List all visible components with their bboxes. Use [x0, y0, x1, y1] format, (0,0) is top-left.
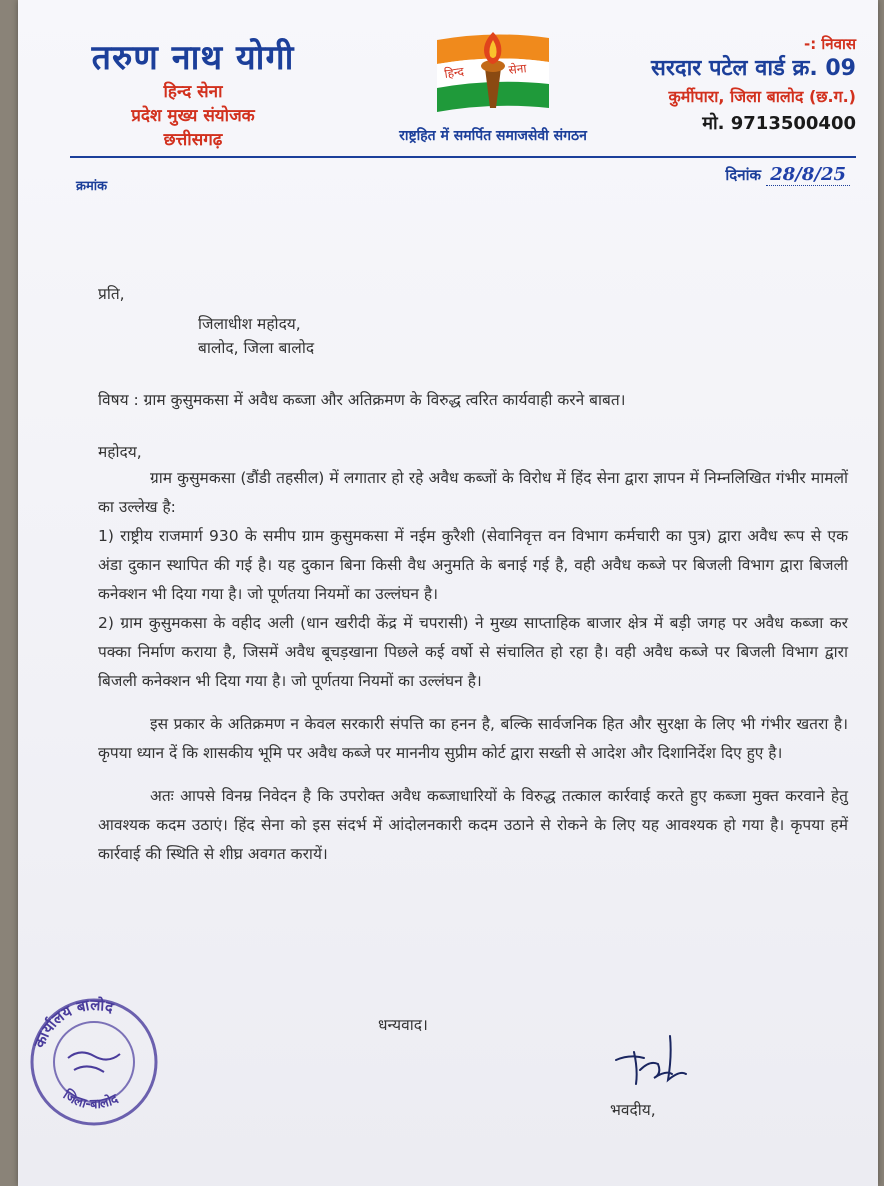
svg-text:जिला-बालोद: जिला-बालोद: [59, 1087, 121, 1113]
point-1-paragraph: 1) राष्ट्रीय राजमार्ग 930 के समीप ग्राम कुसुमकसा में नईम कुरैशी (सेवानिवृत्त वन विभाग कर्मचारी का पुत्र) द्वारा अवैध रूप से एक अंडा दुकान स्थापित की गई है। यह दुकान बिना किसी वैध अनुमति के बनाई गई है, वही अवैध कब्जे पर बिजली विभाग द्वारा बिजली कनेक्शन भी दिया गया है। जो पूर्णतया नियमों का उल्लंघन है।: [98, 527, 848, 603]
letterhead-divider: [70, 156, 856, 158]
sender-role: प्रदेश मुख्य संयोजक: [131, 106, 255, 126]
intro-paragraph: ग्राम कुसुमकसा (डौंडी तहसील) में लगातार हो रहे अवैध कब्जों के विरोध में हिंद सेना द्वारा ज्ञापन में निम्नलिखित गंभीर मामलों का उल्लेख है:: [98, 469, 848, 516]
date-label: दिनांक: [725, 166, 761, 184]
recipient-line-2: बालोद, जिला बालोद: [198, 339, 315, 357]
signature-icon: [610, 1030, 700, 1090]
reference-number-label: क्रमांक: [76, 179, 108, 194]
address-line-2: कुर्मीपारा, जिला बालोद (छ.ग.): [668, 87, 856, 106]
mobile-number: मो. 9713500400: [702, 113, 856, 134]
residence-label: -: निवास: [803, 35, 856, 53]
letterhead-center: [378, 28, 608, 145]
address-line-1: सरदार पटेल वार्ड क्र. 09: [651, 56, 856, 81]
svg-text:सेना: सेना: [507, 61, 528, 77]
flag-torch-icon: [433, 28, 553, 112]
paragraph-3: इस प्रकार के अतिक्रमण न केवल सरकारी संपत्ति का हनन है, बल्कि सार्वजनिक हित और सुरक्षा के लिए भी गंभीर खतरा है। कृपया ध्यान दें कि शासकीय भूमि पर अवैध कब्जे पर माननीय सुप्रीम कोर्ट द्वारा सख्ती से आदेश और दिशानिर्देश दिए हुए है।: [98, 715, 848, 762]
date-value: 28/8/25: [766, 164, 850, 186]
recipient-line-1: जिलाधीश महोदय,: [198, 315, 301, 333]
sender-name: तरुण नाथ योगी: [91, 38, 295, 78]
svg-text:हिन्द: हिन्द: [443, 64, 465, 81]
sender-state: छत्तीसगढ़: [163, 130, 223, 150]
svg-text:कार्यालय बालोद: कार्यालय बालोद: [30, 995, 116, 1051]
organization-tagline: राष्ट्रहित में समर्पित समाजसेवी संगठन: [399, 128, 587, 144]
thanks-text: धन्यवाद।: [378, 1016, 428, 1034]
letterhead-left: [78, 36, 308, 152]
salutation: महोदय,: [98, 443, 142, 461]
office-stamp: [24, 992, 164, 1136]
organization-name: हिन्द सेना: [163, 82, 223, 102]
signature: [610, 1030, 700, 1094]
stamp-seal-icon: [24, 992, 164, 1132]
letter-body: [98, 282, 848, 869]
letterhead-right: [651, 34, 856, 138]
paragraph-4: अतः आपसे विनम्र निवेदन है कि उपरोक्त अवैध कब्जाधारियों के विरुद्ध तत्काल कार्रवाई करते हुए कब्जा मुक्त करवाने हेतु आवश्यक कदम उठाएं। हिंद सेना को इस संदर्भ में आंदोलनकारी कदम उठाने से रोकने के लिए यह आवश्यक हो गया है। कृपया हमें कार्रवाई की स्थिति से शीघ्र अवगत करायें।: [98, 787, 848, 863]
letter-subject: विषय : ग्राम कुसुमकसा में अवैध कब्जा और अतिक्रमण के विरुद्ध त्वरित कार्यवाही करने बाबत।: [98, 391, 626, 409]
date-field: [725, 164, 850, 185]
organization-logo: [433, 28, 553, 112]
closing-text: भवदीय,: [610, 1101, 656, 1119]
to-label: प्रति,: [98, 285, 125, 303]
point-2-paragraph: 2) ग्राम कुसुमकसा के वहीद अली (धान खरीदी केंद्र में चपरासी) ने मुख्य साप्ताहिक बाजार क्षेत्र में बड़ी जगह पर अवैध कब्जा कर पक्का निर्माण कराया है, जिसमें अवैध बूचड़खाना पिछले कई वर्षो से संचालित हो रहा है। वही अवैध कब्जे पर बिजली विभाग द्वारा बिजली कनेक्शन भी दिया गया है। जो पूर्णतया नियमों का उल्लंघन है।: [98, 614, 848, 690]
letter-page: [18, 0, 878, 1186]
